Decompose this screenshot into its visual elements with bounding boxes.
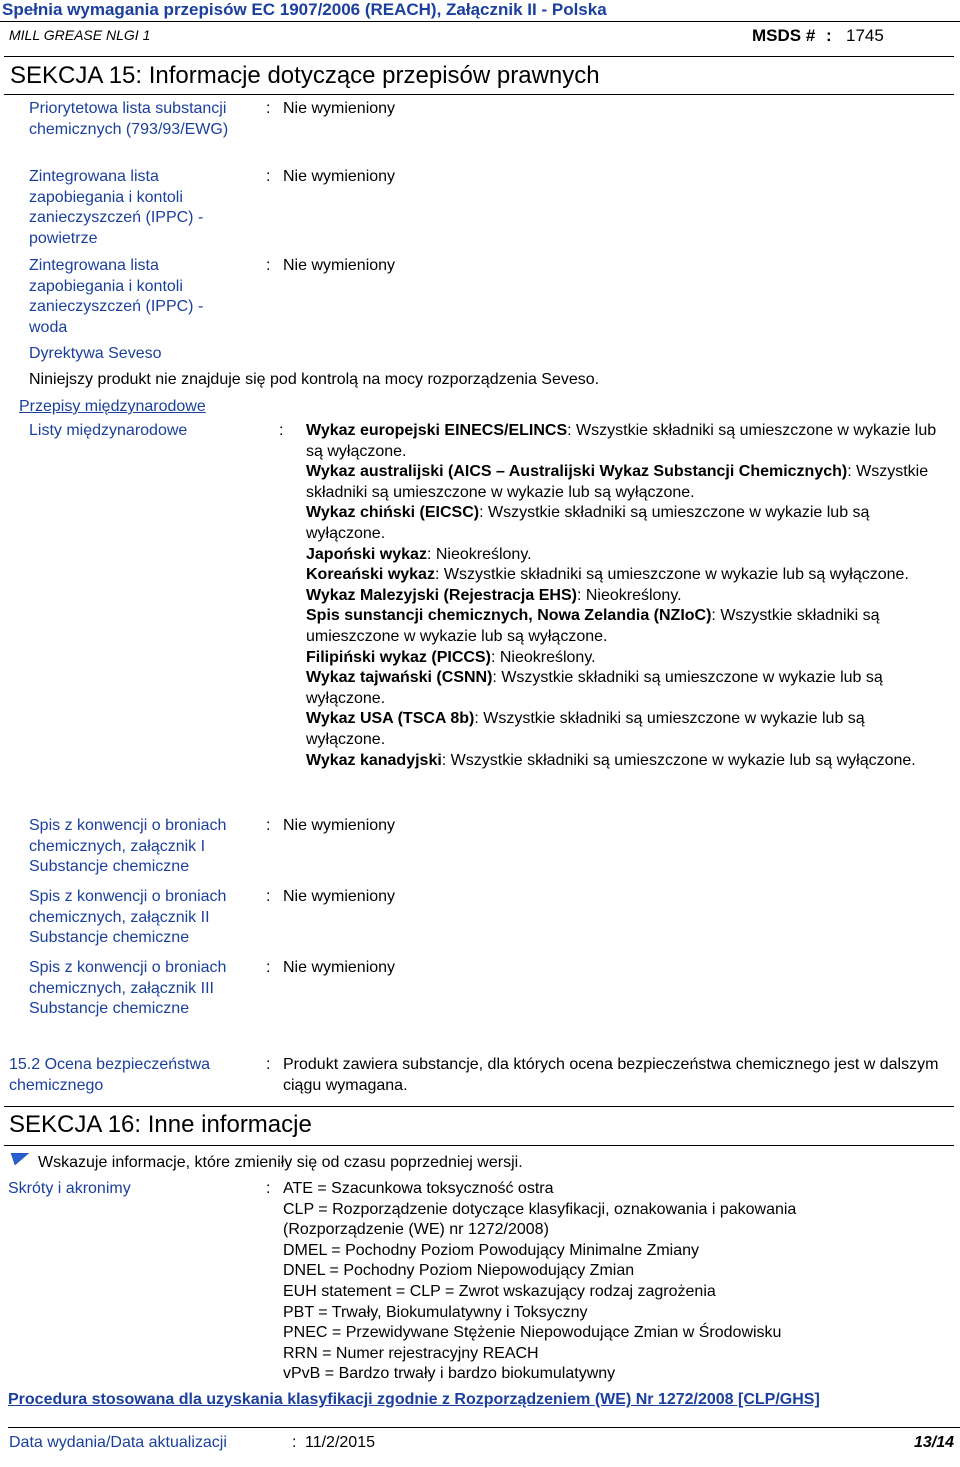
intl-item: Wykaz chiński (EICSC): Wszystkie składniki są umieszczone w wykazie lub są wyłączone.	[306, 504, 870, 542]
abbreviation-item: RRN = Numer rejestracyjny REACH	[283, 1344, 539, 1362]
intl-regulations-heading	[19, 397, 206, 418]
intl-lists-label: Listy międzynarodowe	[29, 422, 188, 439]
section16-bottom-rule	[4, 1145, 954, 1146]
intl-item: Filipiński wykaz (PICCS): Nieokreślony.	[306, 648, 596, 666]
row-colon: :	[266, 100, 271, 117]
intl-item: Wykaz kanadyjski: Wszystkie składniki są umieszczone w wykazie lub są wyłączone.	[306, 751, 916, 769]
page-number: 13/14	[914, 1434, 955, 1451]
seveso-label: Dyrektywa Seveso	[29, 345, 162, 362]
row-colon: :	[266, 1180, 271, 1197]
safety-assessment-label: 15.2 Ocena bezpieczeństwa chemicznego	[9, 1056, 211, 1094]
footer-date-colon: :	[292, 1434, 297, 1451]
row-colon: :	[266, 1056, 271, 1073]
conv-label-annex-1: Spis z konwencji o broniach chemicznych, załącznik I Substancje chemiczne	[29, 817, 227, 875]
abbreviation-item: ATE = Szacunkowa toksyczność ostra	[283, 1180, 554, 1197]
document-header-title: Spełnia wymagania przepisów EC 1907/2006 (REACH), Załącznik II - Polska	[2, 0, 607, 19]
footer-rule	[8, 1427, 960, 1428]
row-label-priority-list: Priorytetowa lista substancji chemicznych (793/93/EWG)	[29, 100, 229, 138]
intl-item: Wykaz Malezyjski (Rejestracja EHS): Nieokreślony.	[306, 586, 682, 604]
intl-regulations-heading-text: Przepisy międzynarodowe	[19, 398, 206, 415]
row-label-ippc-water: Zintegrowana lista zapobiegania i kontoli zanieczyszczeń (IPPC) - woda	[29, 257, 204, 336]
row-colon: :	[266, 257, 271, 274]
conv-value-annex-3: Nie wymieniony	[283, 959, 396, 976]
intl-item: Japoński wykaz: Nieokreślony.	[306, 545, 532, 563]
intl-item: Koreański wykaz: Wszystkie składniki są umieszczone w wykazie lub są wyłączone.	[306, 566, 909, 584]
row-value-priority-list: Nie wymieniony	[283, 100, 396, 117]
intl-item: Wykaz USA (TSCA 8b): Wszystkie składniki są umieszczone w wykazie lub są wyłączone.	[306, 710, 865, 748]
conv-label-annex-2: Spis z konwencji o broniach chemicznych, załącznik II Substancje chemiczne	[29, 888, 227, 946]
header-divider	[0, 21, 960, 22]
abbreviation-item: (Rozporządzenie (WE) nr 1272/2008)	[283, 1221, 549, 1239]
row-value-ippc-water: Nie wymieniony	[283, 257, 396, 274]
msds-label: MSDS #	[752, 26, 816, 45]
row-colon: :	[266, 817, 271, 834]
abbreviations-list	[283, 1179, 883, 1385]
section15-top-rule	[4, 56, 954, 57]
row-colon: :	[266, 959, 271, 976]
intl-item: Spis sunstancji chemicznych, Nowa Zelandia (NZIoC): Wszystkie składniki są umieszczone w wykazie lub są wyłączone.	[306, 607, 880, 645]
conv-value-annex-1: Nie wymieniony	[283, 817, 396, 834]
abbreviation-item: DMEL = Pochodny Poziom Powodujący Minimalne Zmiany	[283, 1241, 700, 1259]
footer-date-value: 11/2/2015	[305, 1434, 375, 1451]
product-name: MILL GREASE NLGI 1	[9, 27, 151, 43]
intl-item: Wykaz australijski (AICS – Australijski Wykaz Substancji Chemicznych): Wszystkie składniki są umieszczone w wykazie lub są wyłączone.	[306, 463, 929, 501]
row-value-ippc-air: Nie wymieniony	[283, 168, 396, 185]
msds-colon: :	[826, 26, 832, 45]
abbreviation-item: vPvB = Bardzo trwały i bardzo biokumulatywny	[283, 1365, 616, 1383]
row-colon: :	[266, 888, 271, 905]
row-colon: :	[279, 422, 284, 439]
intl-inventory-list	[306, 421, 946, 771]
row-label-ippc-air: Zintegrowana lista zapobiegania i kontoli zanieczyszczeń (IPPC) - powietrze	[29, 168, 204, 247]
section16-top-rule	[4, 1106, 954, 1107]
msds-number: 1745	[846, 26, 884, 45]
row-colon: :	[266, 168, 271, 185]
intl-item: Wykaz europejski EINECS/ELINCS: Wszystkie składniki są umieszczone w wykazie lub są wyłączone.	[306, 422, 937, 460]
footer-date-label: Data wydania/Data aktualizacji	[9, 1434, 227, 1451]
conv-label-annex-3: Spis z konwencji o broniach chemicznych, załącznik III Substancje chemiczne	[29, 959, 227, 1017]
intl-item: Wykaz tajwański (CSNN): Wszystkie składniki są umieszczone w wykazie lub są wyłączone.	[306, 669, 883, 707]
change-flag-icon	[11, 1153, 29, 1165]
changes-note: Wskazuje informacje, które zmieniły się od czasu poprzedniej wersji.	[38, 1154, 523, 1171]
abbreviation-item: PBT = Trwały, Biokumulatywny i Toksyczny	[283, 1303, 588, 1321]
section15-bottom-rule	[4, 94, 954, 95]
section16-title: SEKCJA 16: Inne informacje	[9, 1111, 312, 1138]
safety-assessment-value: Produkt zawiera substancje, dla których ocena bezpieczeństwa chemicznego jest w dalszym ciągu wymagana.	[283, 1056, 939, 1094]
abbreviation-item: CLP = Rozporządzenie dotyczące klasyfikacji, oznakowania i pakowania	[283, 1200, 797, 1218]
abbreviations-label: Skróty i akronimy	[8, 1180, 131, 1197]
seveso-text: Niniejszy produkt nie znajduje się pod kontrolą na mocy rozporządzenia Seveso.	[29, 371, 600, 388]
abbreviation-item: EUH statement = CLP = Zwrot wskazujący rodzaj zagrożenia	[283, 1282, 716, 1300]
section15-title: SEKCJA 15: Informacje dotyczące przepisów prawnych	[10, 62, 600, 89]
conv-value-annex-2: Nie wymieniony	[283, 888, 396, 905]
abbreviation-item: PNEC = Przewidywane Stężenie Niepowodujące Zmian w Środowisku	[283, 1324, 782, 1342]
abbreviation-item: DNEL = Pochodny Poziom Niepowodujący Zmian	[283, 1262, 635, 1280]
procedure-heading: Procedura stosowana dla uzyskania klasyfikacji zgodnie z Rozporządzeniem (WE) Nr 1272/2008 [CLP/GHS]	[8, 1391, 820, 1408]
